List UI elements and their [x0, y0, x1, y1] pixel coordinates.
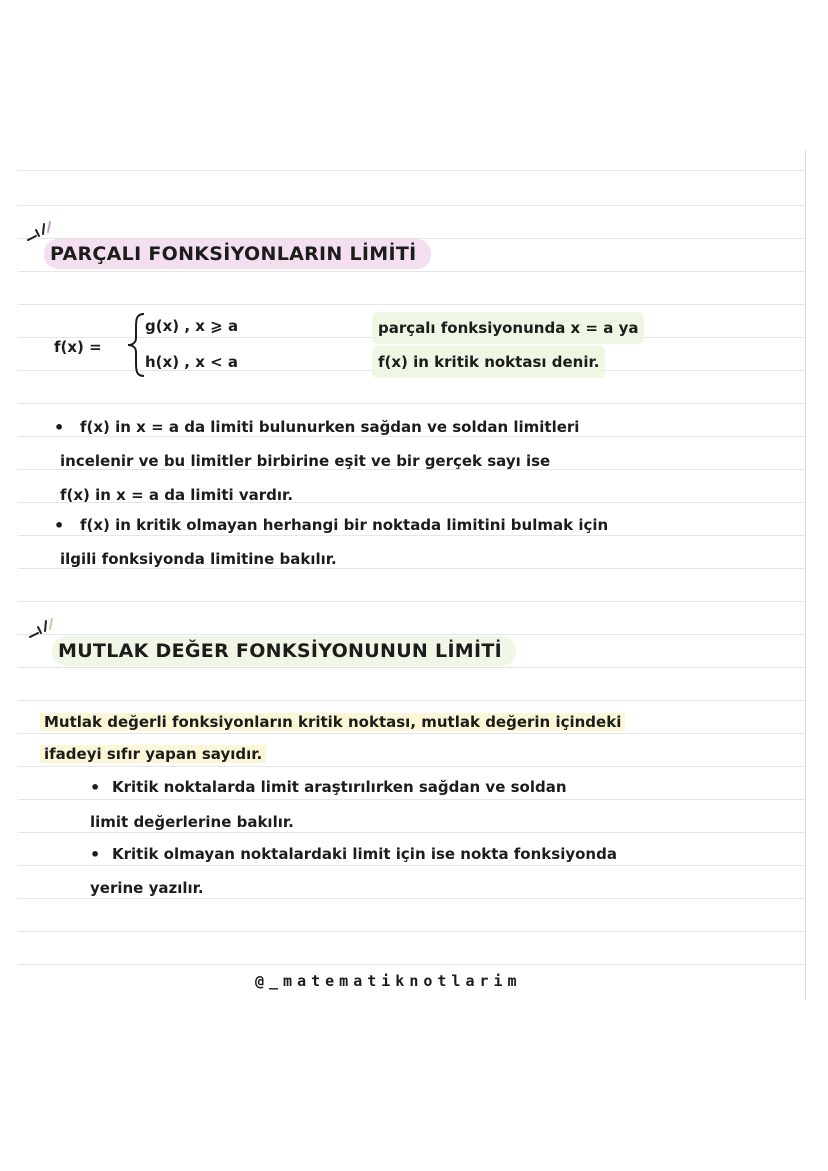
s2-bullet2-line1: Kritik olmayan noktalardaki limit için ise nokta fonksiyonda [112, 845, 617, 863]
piecewise-case-2: h(x) , x < a [145, 353, 239, 371]
bullet: • [54, 418, 65, 437]
bullet: • [90, 845, 101, 864]
section2-title: MUTLAK DEĞER FONKSİYONUNUN LİMİTİ [52, 636, 516, 666]
author-handle: @_matematiknotlarim [255, 972, 522, 990]
bullet: • [54, 516, 65, 535]
s2-intro-line1 [40, 706, 625, 739]
critical-point-note-line-2: f(x) in kritik noktası denir. [372, 346, 605, 378]
s2-intro-line2-text: ifadeyi sıfır yapan sayıdır. [40, 745, 266, 763]
critical-point-note-line-1: parçalı fonksiyonunda x = a ya [372, 312, 644, 344]
piecewise-case-1: g(x) , x ⩾ a [145, 317, 239, 335]
sparkle-icon [24, 613, 58, 643]
bullet: • [90, 778, 101, 797]
s2-bullet1-line1: Kritik noktalarda limit araştırılırken sağdan ve soldan [112, 778, 567, 796]
section1-title: PARÇALI FONKSİYONLARIN LİMİTİ [44, 239, 431, 269]
s2-intro-line2 [40, 738, 266, 771]
s1-bullet1-line2: incelenir ve bu limitler birbirine eşit ve bir gerçek sayı ise [60, 452, 551, 470]
s2-intro-line1-text: Mutlak değerli fonksiyonların kritik noktası, mutlak değerin içindeki [40, 713, 625, 731]
s2-bullet2-line2: yerine yazılır. [90, 879, 204, 897]
s1-bullet1-line1: f(x) in x = a da limiti bulunurken sağdan ve soldan limitleri [80, 418, 580, 436]
s1-bullet1-line3: f(x) in x = a da limiti vardır. [60, 486, 294, 504]
s1-bullet2-line2: ilgili fonksiyonda limitine bakılır. [60, 550, 337, 568]
s2-bullet1-line2: limit değerlerine bakılır. [90, 813, 294, 831]
function-lhs: f(x) = [54, 338, 102, 356]
s1-bullet2-line1: f(x) in kritik olmayan herhangi bir noktada limitini bulmak için [80, 516, 609, 534]
